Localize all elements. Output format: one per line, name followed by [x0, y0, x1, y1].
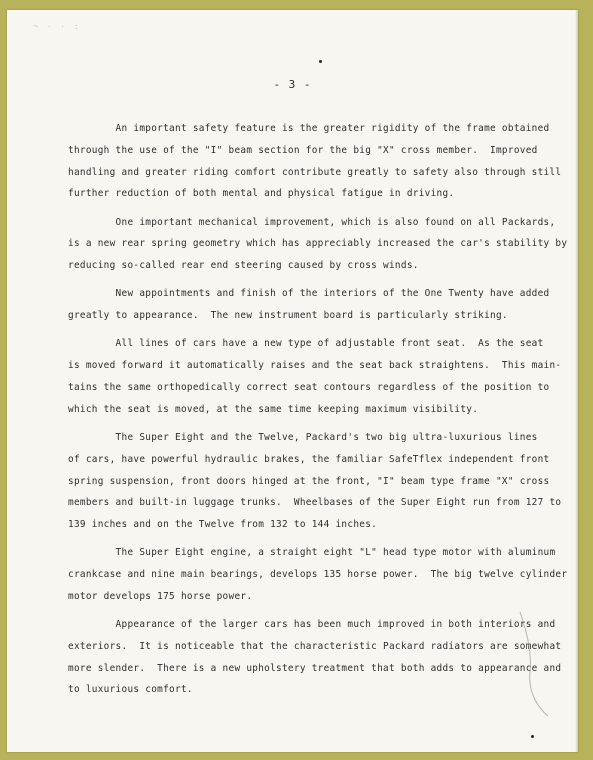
body-text [68, 118, 568, 701]
ink-dot [319, 60, 322, 63]
text-line: through the use of the "I" beam section for the big "X" cross member. Improved [68, 144, 538, 156]
text-line: All lines of cars have a new type of adjustable front seat. As the seat [68, 338, 544, 350]
paragraph [68, 614, 562, 701]
paragraph [68, 542, 568, 607]
text-line: is a new rear spring geometry which has appreciably increased the car's stability by [68, 238, 568, 250]
text-line: The Super Eight engine, a straight eight "L" head type motor with aluminum [68, 547, 556, 559]
text-line: exteriors. It is noticeable that the characteristic Packard radiators are somewhat [68, 640, 562, 652]
text-line: An important safety feature is the greater rigidity of the frame obtained [68, 123, 550, 134]
text-line: tains the same orthopedically correct seat contours regardless of the position to [68, 381, 550, 393]
text-line: Appearance of the larger cars has been much improved in both interiors and [68, 619, 556, 631]
text-line: handling and greater riding comfort contribute greatly to safety also through still [68, 166, 562, 178]
text-line: One important mechanical improvement, which is also found on all Packards, [68, 216, 556, 228]
text-line: New appointments and finish of the interiors of the One Twenty have added [68, 288, 550, 300]
text-line: 139 inches and on the Twelve from 132 to 144 inches. [68, 519, 378, 531]
paragraph [68, 212, 568, 277]
text-line: The Super Eight and the Twelve, Packard's two big ultra-luxurious lines [68, 431, 538, 443]
faint-corner-mark: ¬ · · : [33, 22, 81, 31]
paragraph [68, 118, 562, 205]
text-line: is moved forward it automatically raises and the seat back straightens. This main- [68, 360, 562, 372]
paragraph [68, 333, 562, 420]
text-line: greatly to appearance. The new instrument board is particularly striking. [68, 310, 508, 322]
paragraph [68, 427, 562, 536]
text-line: of cars, have powerful hydraulic brakes, the familiar SafeTflex independent front [68, 453, 550, 465]
document-page [7, 10, 578, 752]
text-line: reducing so-called rear end steering caused by cross winds. [68, 260, 419, 272]
text-line: motor develops 175 horse power. [68, 590, 253, 602]
text-line: spring suspension, front doors hinged at the front, "I" beam type frame "X" cross [68, 475, 550, 487]
ink-dot-bottom [531, 735, 534, 738]
pen-stroke-mark [512, 610, 552, 720]
text-line: which the seat is moved, at the same time keeping maximum visibility. [68, 403, 479, 415]
text-line: further reduction of both mental and physical fatigue in driving. [68, 188, 455, 200]
page-number: - 3 - [273, 78, 312, 91]
text-line: to luxurious comfort. [68, 684, 193, 696]
paragraph [68, 283, 548, 327]
text-line: crankcase and nine main bearings, develops 135 horse power. The big twelve cylinder [68, 569, 568, 581]
page-edge-shadow [575, 10, 578, 752]
text-line: more slender. There is a new upholstery treatment that both adds to appearance and [68, 662, 562, 674]
text-line: members and built-in luggage trunks. Wheelbases of the Super Eight run from 127 to [68, 497, 562, 509]
